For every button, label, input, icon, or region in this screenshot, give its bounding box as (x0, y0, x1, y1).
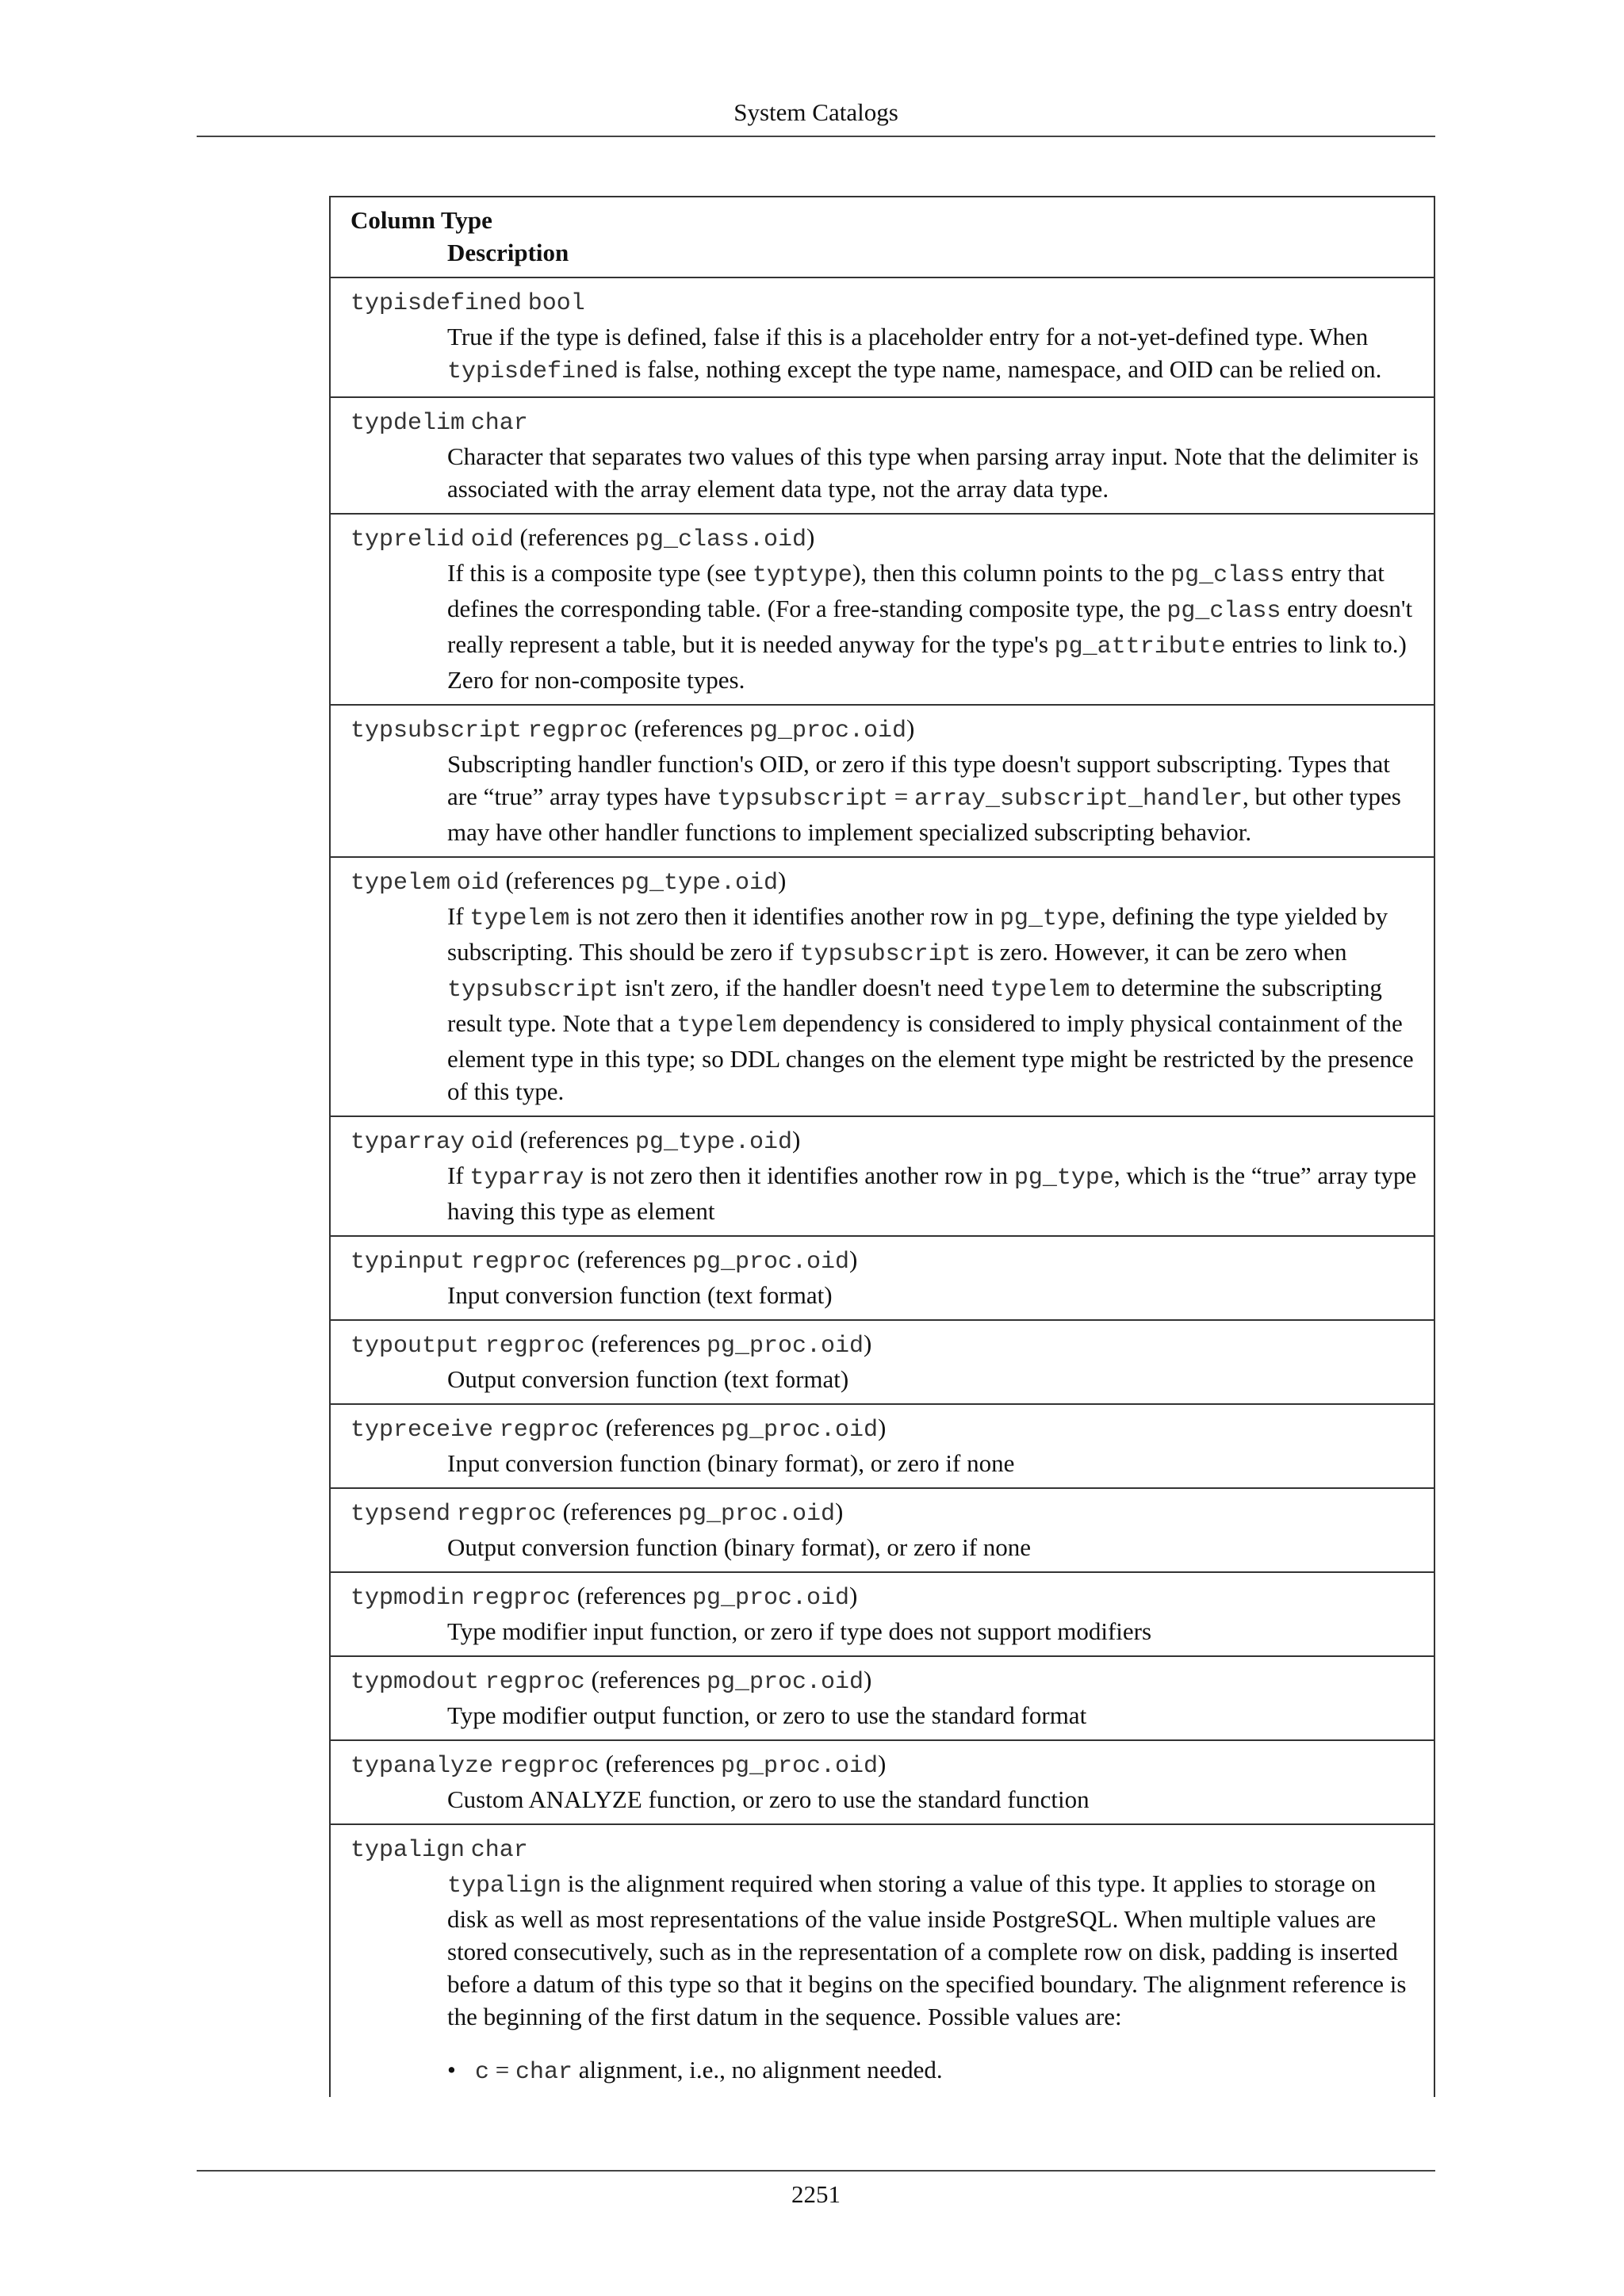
column-name: typmodin (350, 1585, 465, 1612)
references-close: ) (906, 714, 915, 742)
references-label: (references (576, 1582, 692, 1609)
description-paragraph (447, 440, 1423, 505)
text-run: entries to link to.) Zero for non-composite types. (447, 630, 1407, 694)
column-description (350, 748, 1423, 848)
references-close: ) (864, 1330, 872, 1357)
text-run: Character that separates two values of this type when parsing array input. Note that the delimiter is associated with the array element data type, not the array data type. (447, 442, 1419, 503)
text-run: entry doesn't really represent a table, but it is needed anyway for the type's (447, 595, 1413, 658)
column-type: regproc (485, 1669, 585, 1696)
text-run: Input conversion function (binary format), or zero if none (447, 1449, 1015, 1477)
table-row (330, 857, 1434, 1116)
description-paragraph (447, 1531, 1423, 1563)
catalog-table (329, 196, 1435, 2097)
references-close: ) (806, 523, 815, 551)
column-signature (350, 1495, 1423, 1531)
table-header-row (330, 197, 1434, 277)
code-term: typalign (447, 1873, 562, 1900)
code-term: typsubscript (716, 786, 888, 813)
text-run: If (447, 902, 470, 930)
column-cell (330, 1116, 1434, 1236)
text-run: is zero. However, it can be zero when (971, 938, 1347, 966)
references-close: ) (778, 867, 787, 894)
column-cell (330, 1656, 1434, 1740)
table-row (330, 397, 1434, 514)
table-row (330, 705, 1434, 857)
description-heading: Description (447, 239, 569, 266)
table-row (330, 1488, 1434, 1572)
references-target: pg_proc.oid (677, 1501, 836, 1528)
column-signature (350, 1747, 1423, 1783)
column-signature (350, 1123, 1423, 1159)
column-signature (350, 1663, 1423, 1699)
code-term: typisdefined (447, 358, 619, 385)
description-paragraph (447, 1615, 1423, 1647)
column-type: char (470, 1837, 528, 1864)
references-label: (references (505, 867, 621, 894)
references-label: (references (562, 1498, 678, 1525)
column-name: typinput (350, 1249, 465, 1276)
column-type: oid (470, 526, 514, 553)
column-type: regproc (527, 718, 628, 744)
column-cell (330, 1572, 1434, 1656)
column-type-heading: Column Type (350, 206, 492, 234)
references-target: pg_proc.oid (720, 1753, 879, 1780)
column-type: regproc (485, 1333, 585, 1360)
references-label: (references (591, 1666, 707, 1693)
table-row (330, 1236, 1434, 1320)
column-type: regproc (499, 1753, 599, 1780)
code-term: typarray (469, 1165, 584, 1192)
references-target: pg_type.oid (620, 870, 778, 897)
text-run: isn't zero, if the handler doesn't need (619, 974, 990, 1001)
column-type: regproc (456, 1501, 557, 1528)
column-type: regproc (470, 1249, 571, 1276)
description-paragraph (447, 1159, 1423, 1227)
column-description (350, 1783, 1423, 1816)
code-term: c (475, 2059, 490, 2086)
text-run: is the alignment required when storing a value of this type. It applies to storage on disk as well as most representations of the value inside PostgreSQL. When multiple values are stored consecutively, such as in the representation of a complete row on disk, padding is inserted before a datum of this type so that it begins on the specified boundary. The alignment reference is the beginning of the first datum in the sequence. Possible values are: (447, 1869, 1407, 2030)
column-name: typanalyze (350, 1753, 494, 1780)
references-label: (references (634, 714, 749, 742)
column-description (350, 440, 1423, 505)
column-cell (330, 277, 1434, 397)
text-run: Subscripting handler function's OID, or zero if this type doesn't support subscripting. Types that are “true” array types have (447, 750, 1390, 810)
references-label: (references (591, 1330, 707, 1357)
column-signature (350, 1243, 1423, 1279)
code-term: pg_type (1013, 1165, 1114, 1192)
column-description (350, 1447, 1423, 1479)
description-paragraph (447, 1783, 1423, 1816)
references-target: pg_proc.oid (706, 1669, 864, 1696)
code-term: pg_class (1166, 598, 1281, 625)
code-term: typsubscript (447, 977, 619, 1004)
references-target: pg_proc.oid (691, 1585, 850, 1612)
column-signature (350, 864, 1423, 900)
column-cell (330, 857, 1434, 1116)
column-name: typarray (350, 1129, 465, 1156)
code-term: typtype (752, 562, 852, 589)
references-target: pg_proc.oid (691, 1249, 850, 1276)
column-signature (350, 521, 1423, 557)
text-run: ), then this column points to the (852, 559, 1171, 587)
description-paragraph (447, 320, 1423, 388)
column-description (350, 1159, 1423, 1227)
column-description (350, 1279, 1423, 1311)
references-label: (references (605, 1414, 721, 1441)
column-description (350, 1699, 1423, 1732)
references-label: (references (605, 1750, 721, 1777)
column-description (350, 1615, 1423, 1647)
description-paragraph (447, 1699, 1423, 1732)
text-run: , which is the “true” array type having this type as element (447, 1161, 1417, 1225)
column-description (350, 557, 1423, 696)
running-header: System Catalogs (733, 98, 898, 126)
column-cell (330, 1824, 1434, 2097)
table-row (330, 1656, 1434, 1740)
column-signature (350, 712, 1423, 748)
column-cell (330, 1404, 1434, 1488)
column-description (350, 1867, 1423, 2089)
references-close: ) (878, 1414, 887, 1441)
text-run: , defining the type yielded by subscripting. This should be zero if (447, 902, 1388, 966)
references-label: (references (519, 523, 635, 551)
references-close: ) (864, 1666, 872, 1693)
column-type: regproc (470, 1585, 571, 1612)
code-term: pg_class (1170, 562, 1285, 589)
text-run: If this is a composite type (see (447, 559, 753, 587)
column-signature (350, 1411, 1423, 1447)
column-name: typisdefined (350, 290, 523, 317)
column-description (350, 320, 1423, 388)
text-run: dependency is considered to imply physical containment of the element type in this type; so DDL changes on the element type might be restricted by the presence of this type. (447, 1009, 1414, 1105)
description-paragraph (447, 1447, 1423, 1479)
column-type: regproc (499, 1417, 599, 1444)
code-term: pg_attribute (1054, 633, 1226, 660)
references-close: ) (849, 1582, 858, 1609)
list-item (447, 2053, 1423, 2089)
table-row (330, 1116, 1434, 1236)
footer-rule (197, 2170, 1435, 2172)
references-close: ) (835, 1498, 844, 1525)
column-signature (350, 1579, 1423, 1615)
column-cell (330, 1488, 1434, 1572)
code-term: array_subscript_handler (914, 786, 1243, 813)
text-run: , but other types may have other handler functions to implement specialized subscripting behavior. (447, 783, 1401, 846)
description-paragraph (447, 1867, 1423, 2033)
text-run: Type modifier input function, or zero if type does not support modifiers (447, 1617, 1152, 1645)
text-run: Input conversion function (text format) (447, 1281, 833, 1309)
column-type: bool (527, 290, 585, 317)
code-term: typelem (676, 1012, 777, 1039)
text-run: Output conversion function (binary format), or zero if none (447, 1533, 1032, 1561)
column-name: typmodout (350, 1669, 480, 1696)
column-description (350, 1531, 1423, 1563)
code-term: typsubscript (799, 941, 971, 968)
description-paragraph (447, 1363, 1423, 1395)
references-close: ) (878, 1750, 887, 1777)
text-run: is not zero then it identifies another row in (569, 902, 1000, 930)
table-row (330, 1404, 1434, 1488)
column-type: oid (470, 1129, 514, 1156)
column-cell (330, 1740, 1434, 1824)
table-row (330, 1320, 1434, 1404)
table-row (330, 1824, 1434, 2097)
column-signature (350, 1327, 1423, 1363)
column-name: typalign (350, 1837, 465, 1864)
text-run: to determine the subscripting result type. Note that a (447, 974, 1382, 1037)
text-run: = (489, 2056, 515, 2084)
references-target: pg_class.oid (634, 526, 806, 553)
text-run: alignment, i.e., no alignment needed. (573, 2056, 943, 2084)
column-signature (350, 404, 1423, 440)
table-row (330, 277, 1434, 397)
code-term: typelem (990, 977, 1090, 1004)
column-signature (350, 285, 1423, 320)
column-cell (330, 705, 1434, 857)
text-run: entry that defines the corresponding table. (For a free-standing composite type, the (447, 559, 1385, 622)
table-row (330, 1572, 1434, 1656)
references-target: pg_proc.oid (720, 1417, 879, 1444)
code-term: char (515, 2059, 573, 2086)
page-number: 2251 (791, 2180, 841, 2208)
column-cell (330, 514, 1434, 705)
table-row (330, 514, 1434, 705)
references-label: (references (576, 1246, 692, 1273)
text-run: Type modifier output function, or zero to use the standard format (447, 1701, 1087, 1729)
references-target: pg_type.oid (634, 1129, 792, 1156)
references-label: (references (519, 1126, 635, 1154)
text-run: Output conversion function (text format) (447, 1365, 849, 1393)
code-term: pg_type (999, 905, 1100, 932)
value-list (447, 2053, 1423, 2089)
column-cell (330, 397, 1434, 514)
text-run: Custom ANALYZE function, or zero to use the standard function (447, 1785, 1090, 1813)
column-name: typoutput (350, 1333, 480, 1360)
description-paragraph (447, 1279, 1423, 1311)
references-close: ) (849, 1246, 858, 1273)
references-target: pg_proc.oid (749, 718, 907, 744)
column-name: typsubscript (350, 718, 523, 744)
column-name: typelem (350, 870, 451, 897)
column-description (350, 900, 1423, 1108)
text-run: is not zero then it identifies another row in (584, 1161, 1014, 1189)
column-type: oid (456, 870, 500, 897)
column-name: typreceive (350, 1417, 494, 1444)
column-name: typrelid (350, 526, 465, 553)
description-paragraph (447, 900, 1423, 1108)
column-description (350, 1363, 1423, 1395)
text-run: True if the type is defined, false if this is a placeholder entry for a not-yet-defined type. When (447, 323, 1369, 350)
header-rule (197, 136, 1435, 137)
references-close: ) (792, 1126, 801, 1154)
column-cell (330, 1236, 1434, 1320)
description-paragraph (447, 748, 1423, 848)
column-type: char (470, 410, 528, 437)
text-run: If (447, 1161, 470, 1189)
table-row (330, 1740, 1434, 1824)
code-term: typelem (469, 905, 570, 932)
table-header-cell (330, 197, 1434, 277)
text-run: is false, nothing except the type name, namespace, and OID can be relied on. (619, 355, 1382, 383)
column-name: typdelim (350, 410, 465, 437)
column-cell (330, 1320, 1434, 1404)
text-run: = (887, 783, 914, 810)
column-name: typsend (350, 1501, 451, 1528)
column-signature (350, 1831, 1423, 1867)
description-paragraph (447, 557, 1423, 696)
references-target: pg_proc.oid (706, 1333, 864, 1360)
